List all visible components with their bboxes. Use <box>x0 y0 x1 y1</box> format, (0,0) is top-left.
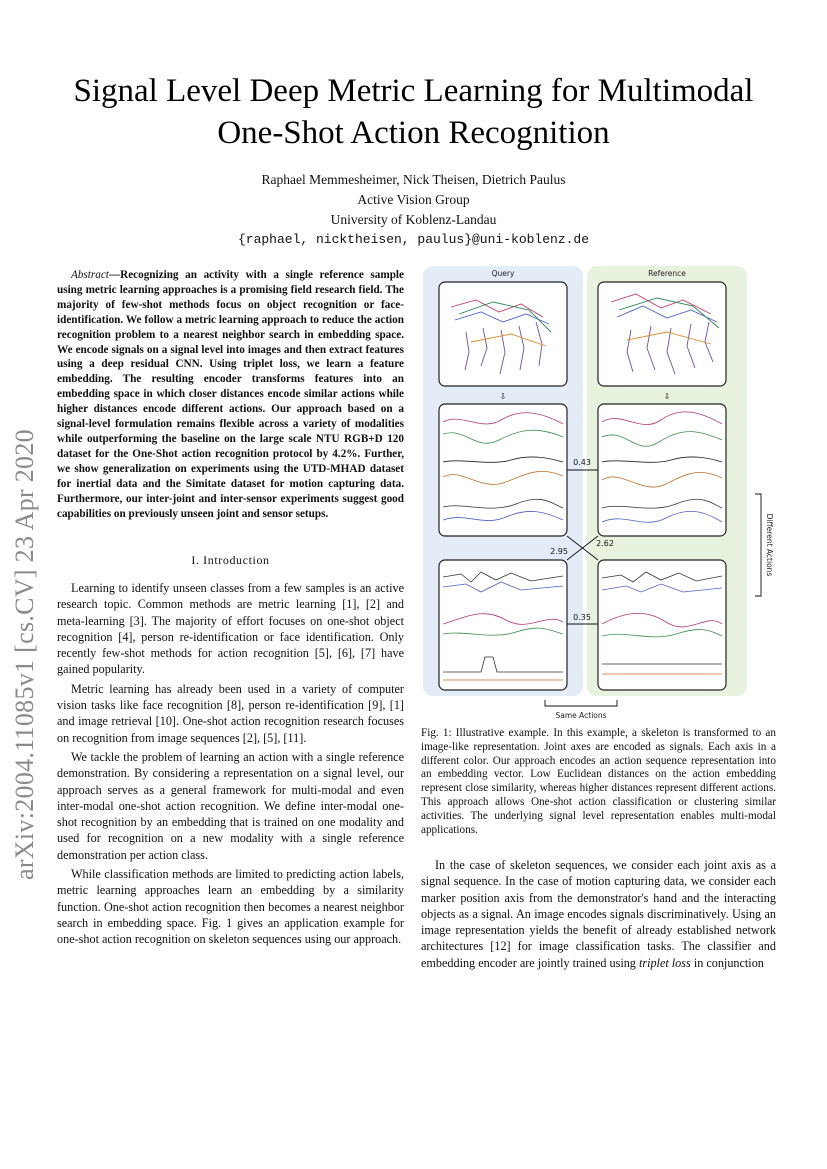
same-actions-label: Same Actions <box>555 711 607 720</box>
distance-same-top: 0.43 <box>573 458 591 467</box>
reference-label: Reference <box>648 269 686 278</box>
intro-paragraph-3: We tackle the problem of learning an action with a single reference demonstration. By considering a representation on a signal level, our approach serves as a general framework for multi-modal and even inter-modal one-shot action recognition. We define inter-modal one-shot recognition by an embedding that is trained on one modality and used for recognition on a new modality with a single reference demonstration per action class. <box>57 749 404 862</box>
right-column-body <box>421 857 776 971</box>
authors: Raphael Memmesheimer, Nick Theisen, Dietrich Paulus <box>261 172 566 187</box>
distance-cross-right: 2.62 <box>596 539 614 548</box>
arxiv-stamp: arXiv:2004.11085v1 [cs.CV] 23 Apr 2020 <box>10 429 39 880</box>
right-paragraph-1-end: in conjunction <box>690 955 764 970</box>
reference-signal-box-top <box>598 404 726 536</box>
intro-paragraph-4: While classification methods are limited to predicting action labels, metric learning approaches learn an embedding by a similarity function. One-shot action recognition then becomes a nearest neighbor search in embedding space. Fig. 1 gives an application example for one-shot action recognition on skeleton sequences using our approach. <box>57 867 404 947</box>
paper-title <box>0 70 827 154</box>
intro-paragraph-2: Metric learning has already been used in a variety of computer vision tasks like face recognition [8], person re-identification [9], [1] and image retrieval [10]. One-shot action recognition research focuses on recognition from image sequences [2], [5], [11]. <box>57 681 404 745</box>
abstract-text: —Recognizing an activity with a single reference sample using metric learning approaches is a promising field research field. The majority of few-shot methods focus on object recognition or face-identification. We follow a metric learning approach to reduce the action recognition problem to a nearest neighbor search in embedding space. We encode signals on a signal level into images and then extract features using a deep residual CNN. Using triplet loss, we learn a feature embedding. The resulting encoder transforms features into an embedding space in which closer distances encode similar actions while higher distances encode different actions. Our approach based on a signal-level formulation remains flexible across a variety of modalities while outperforming the baseline on the large scale NTU RGB+D 120 dataset for the One-Shot action recognition protocol by 4.2%. Further, we show generalization on experiments using the UTD-MHAD dataset for inertial data and the Simitate dataset for motion capturing data. Furthermore, our inter-joint and inter-sensor experiments suggest good capabilities on previously unseen joint and sensor setups. <box>57 269 404 520</box>
query-label: Query <box>491 269 515 278</box>
introduction-body <box>57 580 404 951</box>
different-actions-label: Different Actions <box>765 513 774 577</box>
section-heading-introduction: I. Introduction <box>191 553 270 567</box>
intro-paragraph-1: Learning to identify unseen classes from a few samples is an active research topic. Common methods are metric learning [1], [2] and meta-learning [3]. The majority of effort focuses on one-shot object recognition [4], person re-identification or face identification. Only recently few-shot methods for action recognition [5], [6], [7] have gained popularity. <box>57 581 404 677</box>
right-paragraph-1 <box>421 857 776 971</box>
affiliation-university: University of Koblenz-Landau <box>330 212 497 227</box>
reference-down-arrow-icon: ⇩ <box>663 392 671 401</box>
right-paragraph-1-text: In the case of skeleton sequences, we consider each joint axis as a signal sequence. In the case of motion capturing data, we consider each marker position axis from the demonstrator's hand and the interacting objects as a signal. An image encodes signals discriminatively. Using an image representation yields the benefit of already established network architectures [12] for image classification tasks. The classifier and embedding encoder are jointly trained using <box>421 858 776 970</box>
affiliation-group: Active Vision Group <box>357 192 470 207</box>
author-emails: {raphael, nicktheisen, paulus}@uni-koblenz.de <box>237 232 590 247</box>
distance-cross-left: 2.95 <box>550 547 568 556</box>
abstract-label: Abstract <box>71 269 109 281</box>
distance-same-bottom: 0.35 <box>573 613 591 622</box>
triplet-loss-term: triplet loss <box>638 955 691 970</box>
query-down-arrow-icon: ⇩ <box>499 392 507 401</box>
abstract <box>57 268 404 521</box>
figure-1 <box>421 262 776 722</box>
same-actions-bracket <box>545 700 617 706</box>
author-block <box>0 170 827 250</box>
title-line-2: One-Shot Action Recognition <box>217 115 610 151</box>
different-actions-bracket <box>755 494 761 596</box>
title-line-1: Signal Level Deep Metric Learning for Multimodal <box>73 73 754 109</box>
query-skeleton-box <box>439 282 567 386</box>
query-signal-box-bottom <box>439 560 567 690</box>
query-signal-box-top <box>439 404 567 536</box>
figure-caption: Fig. 1: Illustrative example. In this example, a skeleton is transformed to an image-like representation. Joint axes are encoded as signals. Each axis in a different color. Our approach encodes an action sequence representation into an embedding vector. Low Euclidean distances on the action embedding represent close similarity, whereas higher distances represent different actions. This approach allows One-shot action classification or clustering similar activities. The underlying signal level representation enables multi-modal applications. <box>421 727 776 836</box>
